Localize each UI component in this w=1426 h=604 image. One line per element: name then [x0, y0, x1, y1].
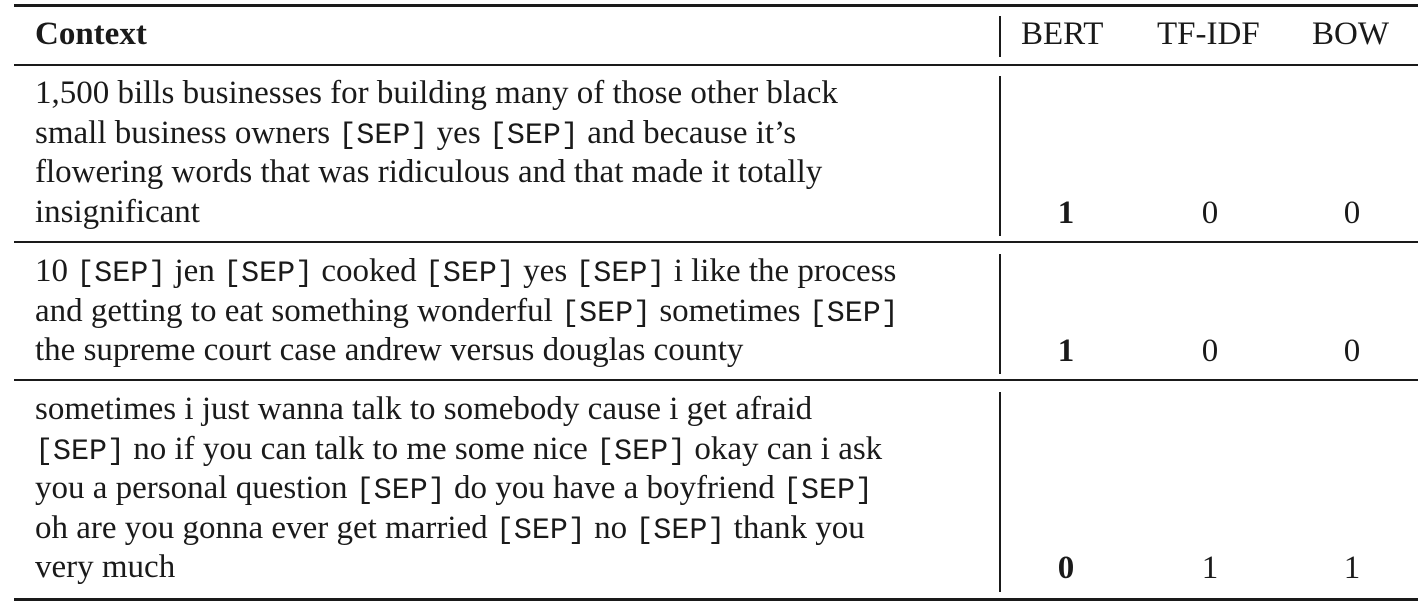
sep-token: [SEP]	[76, 257, 167, 291]
results-table	[14, 0, 1418, 604]
sep-token: [SEP]	[35, 434, 126, 469]
sep-token: [SEP]	[355, 474, 446, 508]
context-cell	[35, 252, 995, 371]
context-text: okay can i ask	[686, 430, 883, 467]
row-rule	[14, 379, 1418, 381]
sep-token: [SEP]	[575, 257, 666, 291]
row-divider	[999, 392, 1001, 592]
context-text: sometimes	[651, 292, 809, 329]
sep-token: [SEP]	[808, 296, 899, 331]
context-line	[35, 193, 995, 233]
context-text: 10	[35, 253, 77, 289]
header-context: Context	[35, 16, 147, 52]
context-text: you a personal question	[35, 470, 356, 506]
sep-token: [SEP]	[783, 474, 874, 508]
context-text: insignificant	[35, 193, 200, 230]
context-line	[35, 469, 995, 509]
context-text: small business owners	[35, 114, 339, 151]
context-line	[35, 430, 995, 470]
context-line	[35, 74, 995, 114]
bert-score: 1	[1057, 333, 1075, 369]
context-text: do you have a boyfriend	[445, 470, 784, 506]
context-line	[35, 114, 995, 154]
context-text: and because it’s	[578, 114, 797, 151]
context-text: 1,500 bills businesses for building many of those other black	[35, 75, 838, 111]
sep-token: [SEP]	[223, 257, 314, 291]
header-rule	[14, 64, 1418, 66]
sep-token: [SEP]	[596, 434, 687, 469]
tfidf-score: 0	[1201, 333, 1219, 369]
header-bert: BERT	[1021, 16, 1104, 52]
context-text: very much	[35, 549, 176, 585]
context-line	[35, 153, 995, 193]
bottom-rule	[14, 598, 1418, 601]
sep-token: [SEP]	[495, 513, 586, 548]
tfidf-score: 0	[1201, 195, 1219, 231]
header-divider	[999, 16, 1001, 57]
context-text: cooked	[313, 253, 425, 289]
bow-score: 0	[1343, 333, 1361, 369]
row-divider	[999, 76, 1001, 236]
sep-token: [SEP]	[338, 118, 429, 153]
bert-score: 0	[1057, 550, 1075, 586]
sep-token: [SEP]	[488, 118, 579, 153]
context-line	[35, 252, 995, 292]
context-text: flowering words that was ridiculous and that made it totally	[35, 154, 823, 190]
context-line	[35, 390, 995, 430]
context-text: i like the process	[665, 253, 897, 289]
row-rule	[14, 241, 1418, 243]
context-text: yes	[514, 253, 576, 289]
context-line	[35, 331, 995, 371]
top-rule	[14, 4, 1418, 7]
context-text: the supreme court case andrew versus douglas county	[35, 332, 744, 368]
context-line	[35, 292, 995, 332]
bow-score: 0	[1343, 195, 1361, 231]
header-bow: BOW	[1312, 16, 1389, 52]
context-text: yes	[428, 114, 489, 151]
sep-token: [SEP]	[635, 513, 726, 548]
context-text: thank you	[725, 509, 865, 546]
context-text: jen	[166, 253, 224, 289]
bow-score: 1	[1343, 550, 1361, 586]
context-text: and getting to eat something wonderful	[35, 292, 562, 329]
context-line	[35, 548, 995, 588]
sep-token: [SEP]	[424, 257, 515, 291]
context-text: no if you can talk to me some nice	[125, 430, 597, 467]
context-line	[35, 509, 995, 549]
sep-token: [SEP]	[561, 296, 652, 331]
header-tfidf: TF-IDF	[1157, 16, 1260, 52]
context-text: no	[585, 509, 636, 546]
context-text: oh are you gonna ever get married	[35, 509, 496, 546]
bert-score: 1	[1057, 195, 1075, 231]
tfidf-score: 1	[1201, 550, 1219, 586]
row-divider	[999, 254, 1001, 374]
context-cell	[35, 390, 995, 588]
context-text: sometimes i just wanna talk to somebody cause i get afraid	[35, 391, 813, 427]
context-cell	[35, 74, 995, 232]
